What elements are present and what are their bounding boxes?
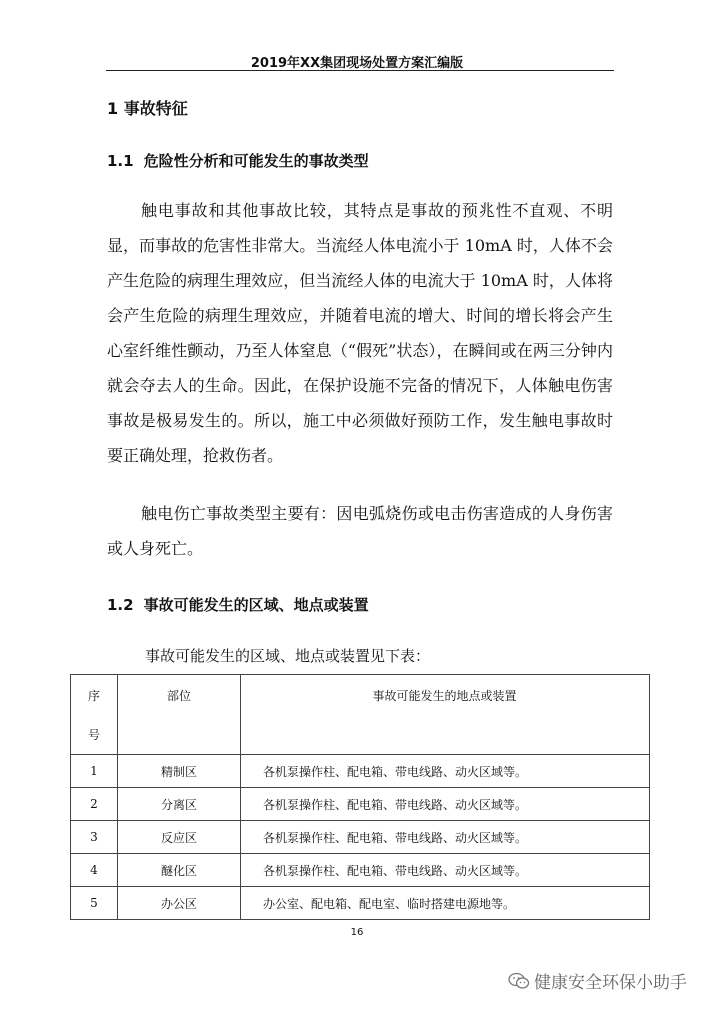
table-row <box>71 755 650 788</box>
row-location: 各机泵操作柱、配电箱、带电线路、动火区域等。 <box>241 755 650 788</box>
table-row <box>71 887 650 920</box>
document-header: 2019年XX集团现场处置方案汇编版 <box>250 56 464 71</box>
table-header-row <box>71 675 650 755</box>
row-location: 各机泵操作柱、配电箱、带电线路、动火区域等。 <box>241 854 650 887</box>
section-heading-1-2 <box>107 594 369 615</box>
table-intro: 事故可能发生的区域、地点或装置见下表： <box>145 647 431 665</box>
section-heading-1-1 <box>107 150 369 171</box>
header-no <box>71 675 118 755</box>
table-row <box>71 821 650 854</box>
wechat-icon <box>508 972 530 990</box>
watermark-text: 健康安全环保小助手 <box>534 973 687 993</box>
header-part: 部位 <box>118 675 241 755</box>
section-title: 事故可能发生的区域、地点或装置 <box>143 596 369 614</box>
row-part: 办公区 <box>118 887 241 920</box>
table-row <box>71 788 650 821</box>
row-no: 1 <box>71 755 118 788</box>
watermark <box>508 968 687 993</box>
row-location: 各机泵操作柱、配电箱、带电线路、动火区域等。 <box>241 821 650 854</box>
row-location: 办公室、配电箱、配电室、临时搭建电源地等。 <box>241 887 650 920</box>
header-divider <box>106 70 614 71</box>
header-location: 事故可能发生的地点或装置 <box>241 675 650 755</box>
row-no: 3 <box>71 821 118 854</box>
paragraph-hazard-analysis: 触电事故和其他事故比较，其特点是事故的预兆性不直观、不明显，而事故的危害性非常大。当流经人体电流小于 10mA 时，人体不会产生危险的病理生理效应，但当流经人体的电流大于 10mA 时，人体将会产生危险的病理生理效应，并随着电流的增大、时间的增长将会产生心室纤维性颤动，乃至人体窒息（“假死”状态），在瞬间或在两三分钟内就会夺去人的生命。因此，在保护设施不完备的情况下，人体触电伤害事故是极易发生的。所以，施工中必须做好预防工作，发生触电事故时要正确处理，抢救伤者。 <box>107 201 613 465</box>
row-part: 分离区 <box>118 788 241 821</box>
row-part: 精制区 <box>118 755 241 788</box>
section-number: 1.2 <box>107 596 134 614</box>
page-number: 16 <box>350 927 364 938</box>
location-table <box>70 674 650 920</box>
row-part: 反应区 <box>118 821 241 854</box>
row-no: 4 <box>71 854 118 887</box>
table-row <box>71 854 650 887</box>
row-location: 各机泵操作柱、配电箱、带电线路、动火区域等。 <box>241 788 650 821</box>
section-heading-1: 1 事故特征 <box>107 99 188 118</box>
header-no-line2: 号 <box>87 728 100 742</box>
section-title: 危险性分析和可能发生的事故类型 <box>143 152 369 170</box>
row-part: 醚化区 <box>118 854 241 887</box>
section-number: 1.1 <box>107 152 134 170</box>
paragraph-accident-types: 触电伤亡事故类型主要有：因电弧烧伤或电击伤害造成的人身伤害或人身死亡。 <box>107 504 613 558</box>
row-no: 2 <box>71 788 118 821</box>
row-no: 5 <box>71 887 118 920</box>
header-no-line1: 序 <box>87 689 100 703</box>
